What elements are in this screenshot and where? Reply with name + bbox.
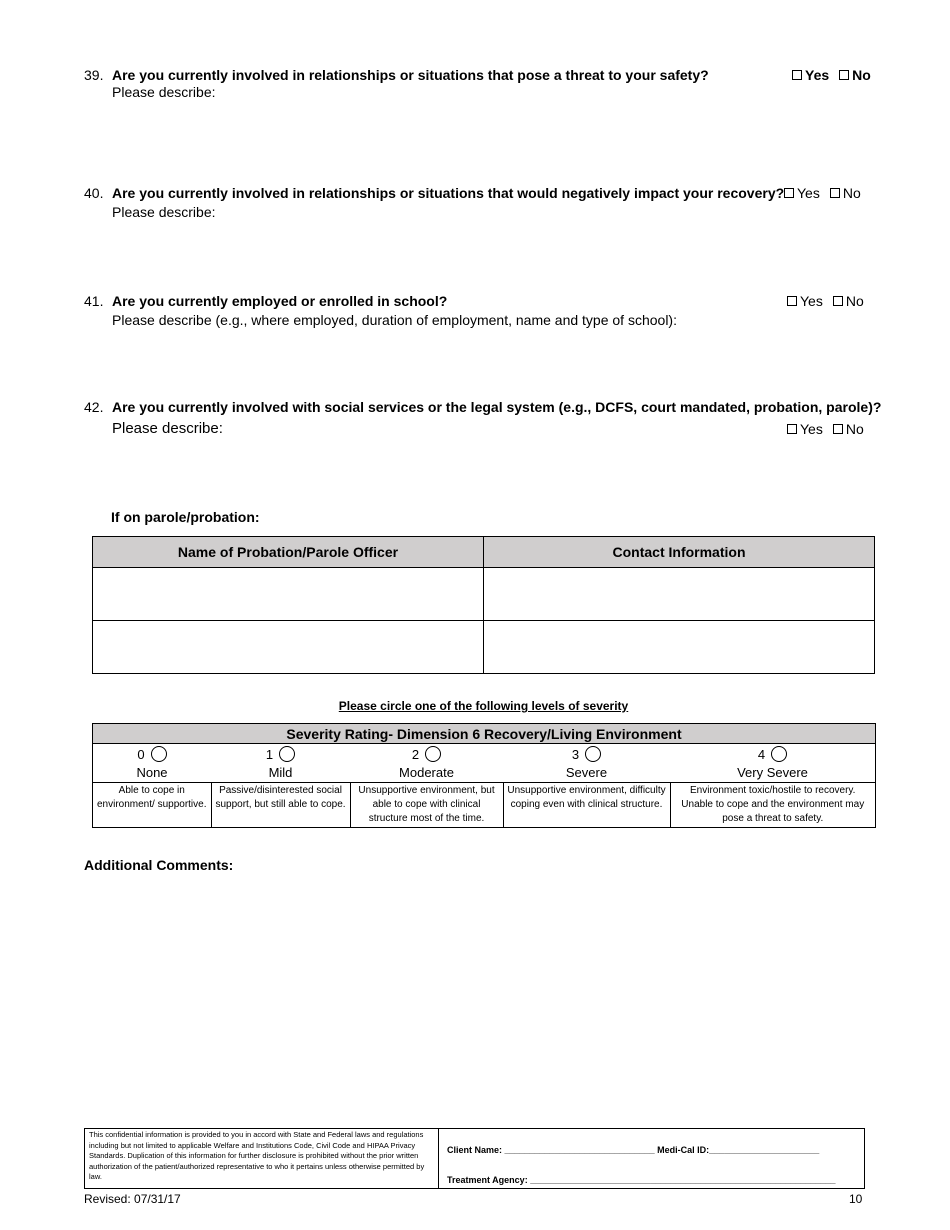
severity-desc-0: Able to cope in environment/ supportive. — [93, 783, 212, 828]
parole-heading: If on parole/probation: — [111, 509, 260, 525]
severity-level-3[interactable]: 3 Severe — [565, 747, 608, 780]
q41-no-option[interactable]: No — [833, 293, 864, 309]
confidentiality-notice: This confidential information is provided to you in accord with State and Federal laws and regulations including but not limited to applicable Welfare and Institutions Code, Civil Code and HIPAA Privacy Standards. Duplication of this information for further disclosure is prohibited without the prior written authorization of the patient/authorized representative to who it pertains unless otherwise permitted by law. — [85, 1129, 439, 1188]
radio-circle-icon[interactable] — [425, 746, 441, 762]
page-number: 10 — [849, 1192, 863, 1206]
severity-table-title: Severity Rating- Dimension 6 Recovery/Living Environment — [93, 724, 876, 744]
contact-info-cell[interactable] — [484, 568, 875, 621]
radio-circle-icon[interactable] — [771, 746, 787, 762]
checkbox-icon[interactable] — [833, 424, 843, 434]
severity-level-0[interactable]: 0 None — [93, 744, 212, 783]
q42-no-option[interactable]: No — [833, 421, 864, 437]
severity-level-2[interactable]: 2 Moderate — [399, 747, 454, 780]
table-row — [93, 568, 875, 621]
question-42-number: 42. — [84, 399, 104, 415]
q40-no-option[interactable]: No — [830, 185, 861, 201]
question-39-describe: Please describe: — [112, 84, 216, 100]
question-41-number: 41. — [84, 293, 104, 309]
revised-date: Revised: 07/31/17 — [84, 1192, 181, 1206]
severity-level-4[interactable]: 4 Very Severe — [670, 744, 876, 783]
client-name-medi-cal-field[interactable]: Client Name: ______________________________ Medi-Cal ID:______________________ — [447, 1145, 820, 1155]
checkbox-icon[interactable] — [787, 296, 797, 306]
question-40-number: 40. — [84, 185, 104, 201]
radio-circle-icon[interactable] — [585, 746, 601, 762]
question-39-text: Are you currently involved in relationships or situations that pose a threat to your safety? — [112, 67, 709, 83]
question-41-yes-no — [781, 293, 864, 309]
officer-name-cell[interactable] — [93, 621, 484, 674]
question-39-number: 39. — [84, 67, 104, 83]
question-40-text: Are you currently involved in relationships or situations that would negatively impact your recovery? — [112, 185, 785, 201]
q39-yes-option[interactable]: Yes — [792, 67, 829, 83]
severity-desc-1: Passive/disinterested social support, but still able to cope. — [211, 783, 350, 828]
checkbox-icon[interactable] — [787, 424, 797, 434]
question-40-yes-no — [778, 185, 861, 201]
additional-comments-label: Additional Comments: — [84, 857, 234, 873]
contact-information-header: Contact Information — [484, 537, 875, 568]
footer-box — [84, 1128, 865, 1189]
parole-officer-name-header: Name of Probation/Parole Officer — [93, 537, 484, 568]
checkbox-icon[interactable] — [833, 296, 843, 306]
severity-desc-2: Unsupportive environment, but able to cope with clinical structure most of the time. — [350, 783, 503, 828]
client-info-section — [439, 1129, 864, 1188]
q40-yes-option[interactable]: Yes — [784, 185, 820, 201]
checkbox-icon[interactable] — [839, 70, 849, 80]
severity-desc-3: Unsupportive environment, difficulty coping even with clinical structure. — [503, 783, 670, 828]
radio-circle-icon[interactable] — [151, 746, 167, 762]
q39-no-option[interactable]: No — [839, 67, 871, 83]
checkbox-icon[interactable] — [784, 188, 794, 198]
question-40-describe: Please describe: — [112, 204, 216, 220]
checkbox-icon[interactable] — [830, 188, 840, 198]
question-41-describe: Please describe (e.g., where employed, duration of employment, name and type of school): — [112, 312, 677, 328]
table-row — [93, 621, 875, 674]
question-42-yes-no — [781, 421, 864, 437]
severity-rating-table — [92, 723, 876, 828]
officer-name-cell[interactable] — [93, 568, 484, 621]
contact-info-cell[interactable] — [484, 621, 875, 674]
severity-desc-4: Environment toxic/hostile to recovery. Unable to cope and the environment may pose a threat to safety. — [670, 783, 876, 828]
question-42-text: Are you currently involved with social services or the legal system (e.g., DCFS, court mandated, probation, parole)? — [112, 399, 882, 415]
severity-level-1[interactable]: 1 Mild — [211, 744, 350, 783]
q42-yes-option[interactable]: Yes — [787, 421, 823, 437]
treatment-agency-field[interactable]: Treatment Agency: _____________________________________________________________ — [447, 1175, 836, 1185]
severity-instruction: Please circle one of the following levels of severity — [338, 699, 629, 713]
radio-circle-icon[interactable] — [279, 746, 295, 762]
question-42-describe: Please describe: — [112, 420, 223, 437]
q41-yes-option[interactable]: Yes — [787, 293, 823, 309]
checkbox-icon[interactable] — [792, 70, 802, 80]
question-39-yes-no — [786, 67, 871, 83]
question-41-text: Are you currently employed or enrolled in school? — [112, 293, 448, 309]
parole-officer-table — [92, 536, 875, 674]
